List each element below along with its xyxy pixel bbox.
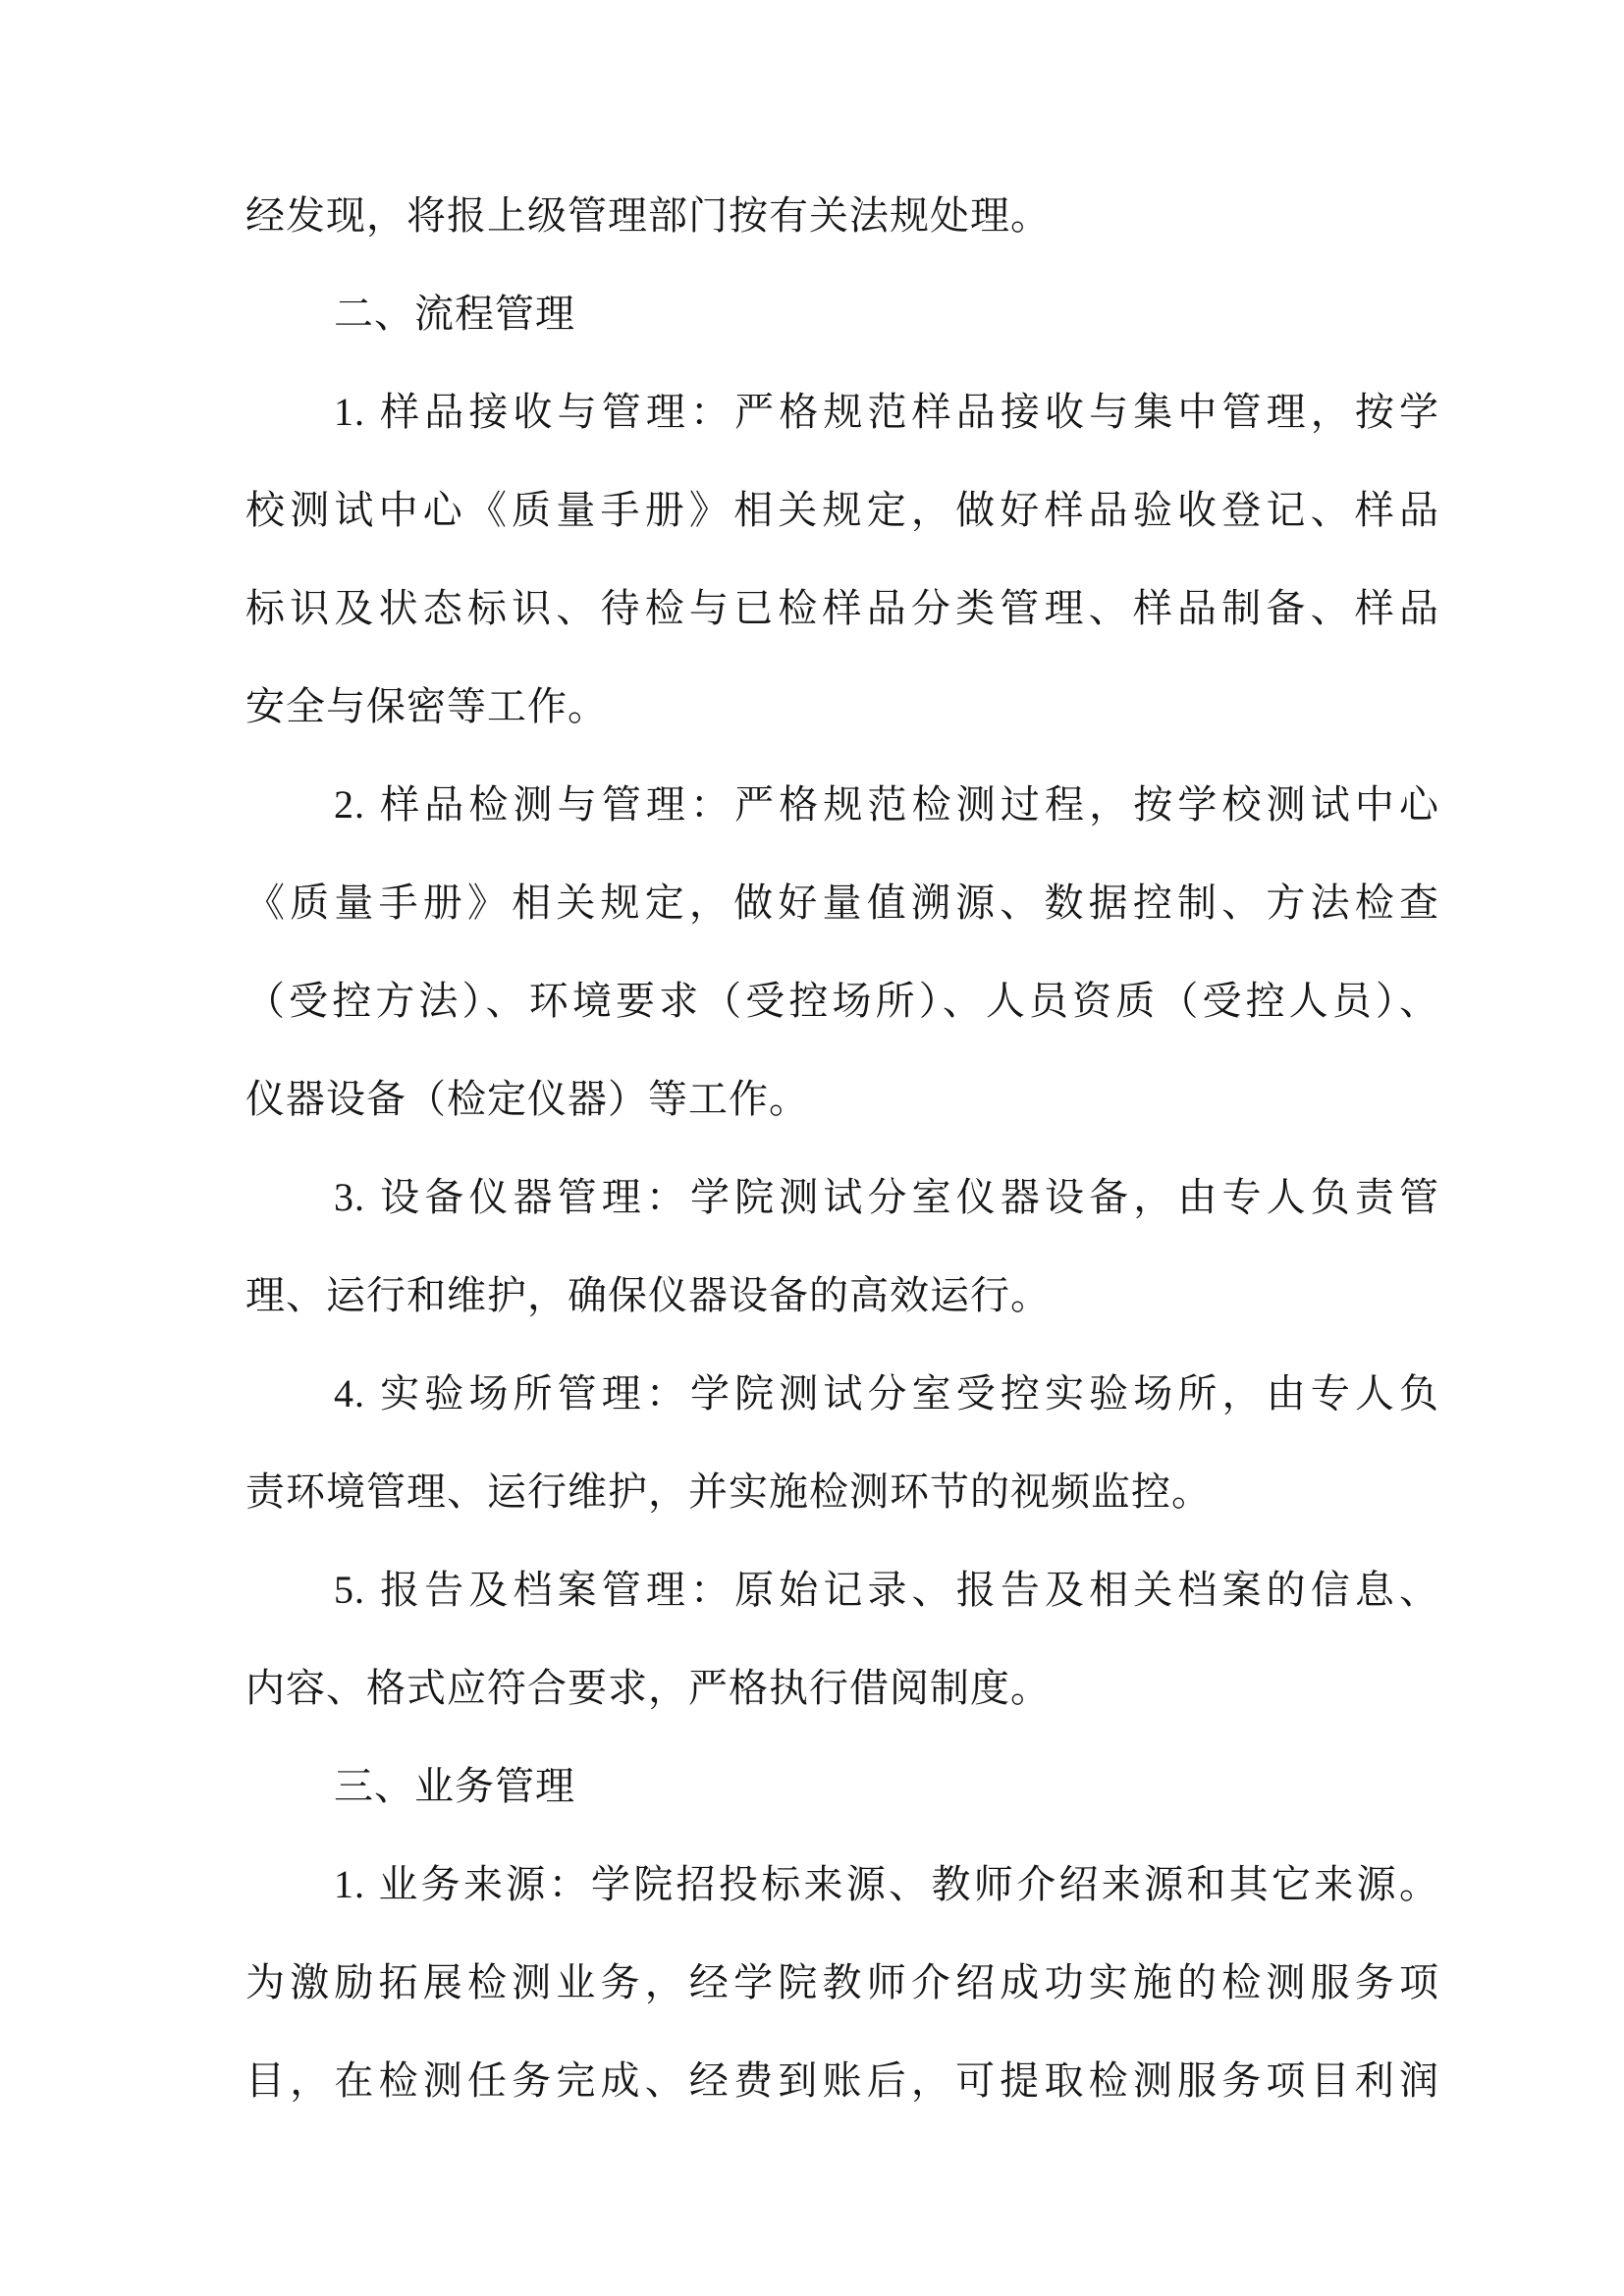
item-1-line-3: 标识及状态标识、待检与已检样品分类管理、样品制备、样品 — [245, 586, 1439, 630]
item-4-line-1: 4. 实验场所管理：学院测试分室受控实验场所，由专人负 — [334, 1371, 1439, 1415]
item-business-1-line-3: 目，在检测任务完成、经费到账后，可提取检测服务项目利润 — [245, 2058, 1439, 2103]
item-1-line-1: 1. 样品接收与管理：严格规范样品接收与集中管理，按学 — [334, 390, 1439, 434]
item-business-1-line-1: 1. 业务来源：学院招投标来源、教师介绍来源和其它来源。 — [334, 1862, 1439, 1906]
item-3-line-1: 3. 设备仪器管理：学院测试分室仪器设备，由专人负责管 — [334, 1175, 1439, 1219]
item-5-line-1: 5. 报告及档案管理：原始记录、报告及相关档案的信息、 — [334, 1568, 1439, 1612]
item-3-line-2: 理、运行和维护，确保仪器设备的高效运行。 — [245, 1273, 1051, 1317]
section-heading-2: 二、流程管理 — [334, 292, 575, 336]
item-2-line-1: 2. 样品检测与管理：严格规范检测过程，按学校测试中心 — [334, 782, 1439, 827]
item-2-line-3: （受控方法）、环境要求（受控场所）、人员资质（受控人员）、 — [245, 979, 1439, 1023]
item-2-line-2: 《质量手册》相关规定，做好量值溯源、数据控制、方法检查 — [245, 881, 1439, 925]
section-heading-3: 三、业务管理 — [334, 1764, 575, 1808]
item-5-line-2: 内容、格式应符合要求，严格执行借阅制度。 — [245, 1666, 1051, 1710]
item-2-line-4: 仪器设备（检定仪器）等工作。 — [245, 1077, 809, 1121]
item-business-1-line-2: 为激励拓展检测业务，经学院教师介绍成功实施的检测服务项 — [245, 1960, 1439, 2004]
paragraph-continuation-line: 经发现，将报上级管理部门按有关法规处理。 — [245, 193, 1051, 238]
text-block — [245, 167, 1439, 2130]
item-1-line-2: 校测试中心《质量手册》相关规定，做好样品验收登记、样品 — [245, 488, 1439, 532]
item-1-line-4: 安全与保密等工作。 — [245, 684, 608, 728]
item-4-line-2: 责环境管理、运行维护，并实施检测环节的视频监控。 — [245, 1469, 1212, 1514]
